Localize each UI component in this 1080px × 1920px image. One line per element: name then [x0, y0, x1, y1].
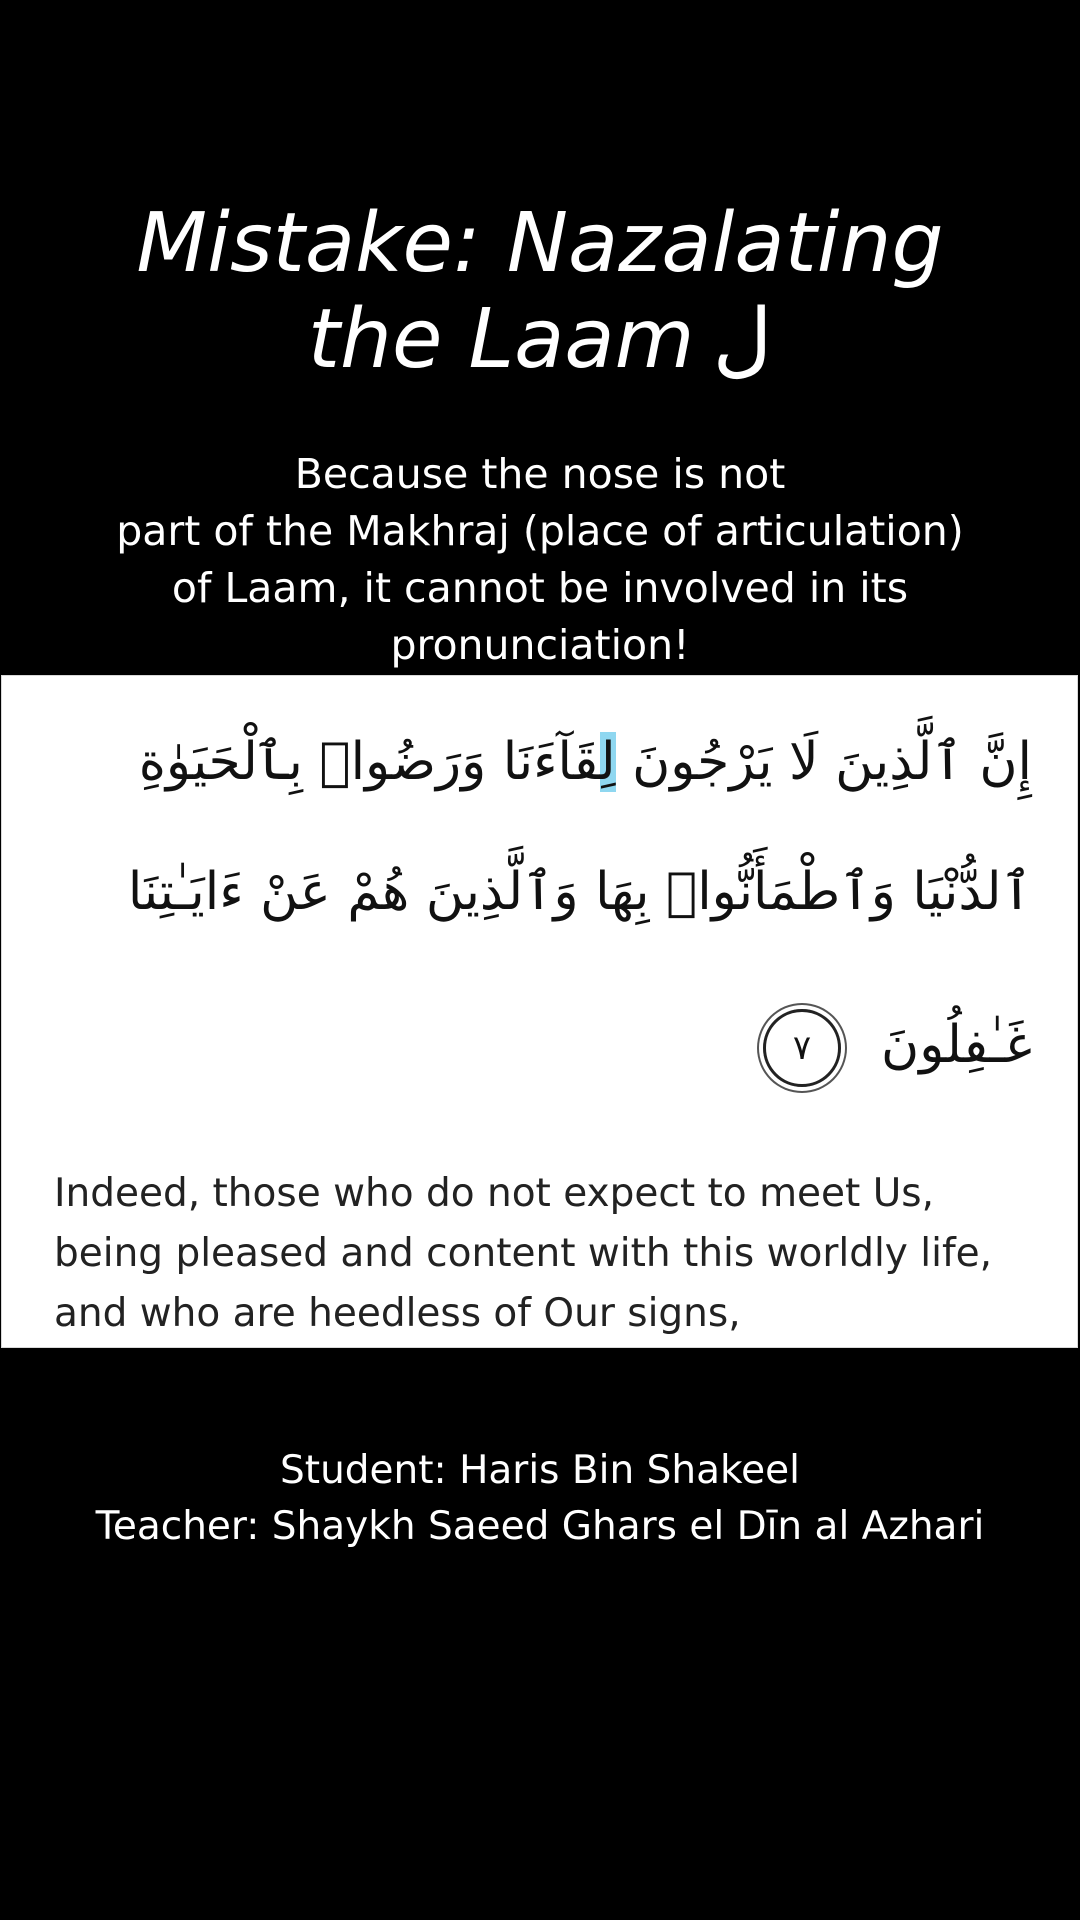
title-line-2	[0, 292, 1080, 388]
translation-line: and who are heedless of Our signs,	[54, 1291, 741, 1336]
verse-panel	[1, 675, 1078, 1348]
explanation-line: of Laam, it cannot be involved in its	[171, 564, 909, 612]
title-arabic-letter: ل	[712, 292, 773, 387]
verse-line-1-start: إِنَّ ٱلَّذِينَ لَا يَرْجُونَ	[615, 732, 1032, 792]
verse-line-1	[139, 732, 1032, 792]
student-credit: Student: Haris Bin Shakeel	[280, 1448, 800, 1493]
verse-line-3	[763, 1009, 1032, 1087]
explanation-line: pronunciation!	[390, 621, 690, 669]
explanation-line: part of the Makhraj (place of articulation)	[116, 507, 964, 555]
title-line-2-text: the Laam	[307, 292, 695, 387]
teacher-credit: Teacher: Shaykh Saeed Ghars el Dīn al Azhari	[95, 1504, 985, 1549]
translation-line: being pleased and content with this worldly life,	[54, 1231, 993, 1276]
verse-line-3-text: غَـٰفِلُونَ	[881, 1015, 1032, 1075]
verse-line-2: ٱلدُّنْيَا وَٱطْمَأَنُّوا۟ بِهَا وَٱلَّذِينَ هُمْ عَنْ ءَايَـٰتِنَا	[127, 862, 1032, 922]
credits	[0, 1443, 1080, 1555]
translation-line: Indeed, those who do not expect to meet Us,	[54, 1171, 934, 1216]
video-title	[0, 196, 1080, 388]
verse-line-1-end: قَآءَنَا وَرَضُوا۟ بِٱلْحَيَوٰةِ	[138, 732, 600, 792]
title-line-1: Mistake: Nazalating	[136, 196, 944, 291]
highlighted-laam: لِ	[599, 732, 616, 792]
explanation-line: Because the nose is not	[294, 450, 786, 498]
ayah-number-marker-icon: ٧	[763, 1009, 841, 1087]
explanation-text	[70, 446, 1010, 674]
verse-translation	[54, 1164, 1054, 1344]
